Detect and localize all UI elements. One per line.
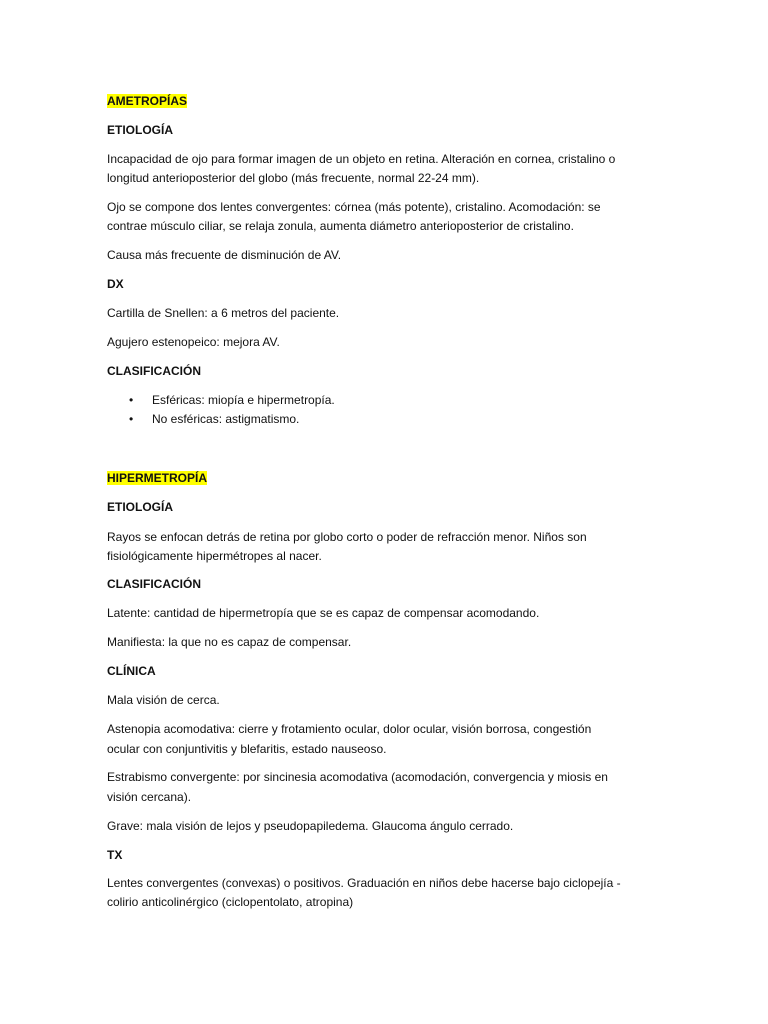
paragraph-line: contrae músculo ciliar, se relaja zonula, aumenta diámetro anterioposterior de cristalino. xyxy=(107,219,574,233)
highlighted-title: HIPERMETROPÍA xyxy=(107,471,208,485)
heading-clasificacion: CLASIFICACIÓN xyxy=(107,364,201,378)
paragraph-line: Latente: cantidad de hipermetropía que se es capaz de compensar acomodando. xyxy=(107,606,540,620)
paragraph-line: Incapacidad de ojo para formar imagen de un objeto en retina. Alteración en cornea, cristalino o xyxy=(107,152,616,166)
paragraph-line: Grave: mala visión de lejos y pseudopapiledema. Glaucoma ángulo cerrado. xyxy=(107,819,514,833)
paragraph-line: Agujero estenopeico: mejora AV. xyxy=(107,335,280,349)
heading-dx: DX xyxy=(107,277,124,291)
paragraph-line: visión cercana). xyxy=(107,790,192,804)
highlighted-title: AMETROPÍAS xyxy=(107,94,188,108)
paragraph-line: Causa más frecuente de disminución de AV. xyxy=(107,248,342,262)
paragraph-line: Astenopia acomodativa: cierre y frotamiento ocular, dolor ocular, visión borrosa, congestión xyxy=(107,722,592,736)
paragraph-line: Lentes convergentes (convexas) o positivos. Graduación en niños debe hacerse bajo ciclopejía - xyxy=(107,876,621,890)
paragraph-line: fisiológicamente hipermétropes al nacer. xyxy=(107,549,322,563)
heading-etiologia: ETIOLOGÍA xyxy=(107,500,173,514)
heading-tx: TX xyxy=(107,848,123,862)
paragraph-line: Ojo se compone dos lentes convergentes: córnea (más potente), cristalino. Acomodación: se xyxy=(107,200,601,214)
paragraph-line: colirio anticolinérgico (ciclopentolato, atropina) xyxy=(107,895,354,909)
paragraph-line: longitud anterioposterior del globo (más frecuente, normal 22-24 mm). xyxy=(107,171,480,185)
section-title-ametropias xyxy=(107,92,187,111)
heading-clinica: CLÍNICA xyxy=(107,664,156,678)
list-item: No esféricas: astigmatismo. xyxy=(152,412,300,426)
paragraph-line: Rayos se enfocan detrás de retina por globo corto o poder de refracción menor. Niños son xyxy=(107,530,587,544)
bullet-icon: • xyxy=(129,393,134,407)
bullet-icon: • xyxy=(129,412,134,426)
section-title-hipermetropia xyxy=(107,469,207,488)
list-item: Esféricas: miopía e hipermetropía. xyxy=(152,393,335,407)
heading-etiologia: ETIOLOGÍA xyxy=(107,123,173,137)
heading-clasificacion: CLASIFICACIÓN xyxy=(107,577,201,591)
paragraph-line: ocular con conjuntivitis y blefaritis, estado nauseoso. xyxy=(107,742,387,756)
paragraph-line: Manifiesta: la que no es capaz de compensar. xyxy=(107,635,352,649)
paragraph-line: Mala visión de cerca. xyxy=(107,693,220,707)
paragraph-line: Estrabismo convergente: por sincinesia acomodativa (acomodación, convergencia y miosis en xyxy=(107,770,608,784)
paragraph-line: Cartilla de Snellen: a 6 metros del paciente. xyxy=(107,306,340,320)
